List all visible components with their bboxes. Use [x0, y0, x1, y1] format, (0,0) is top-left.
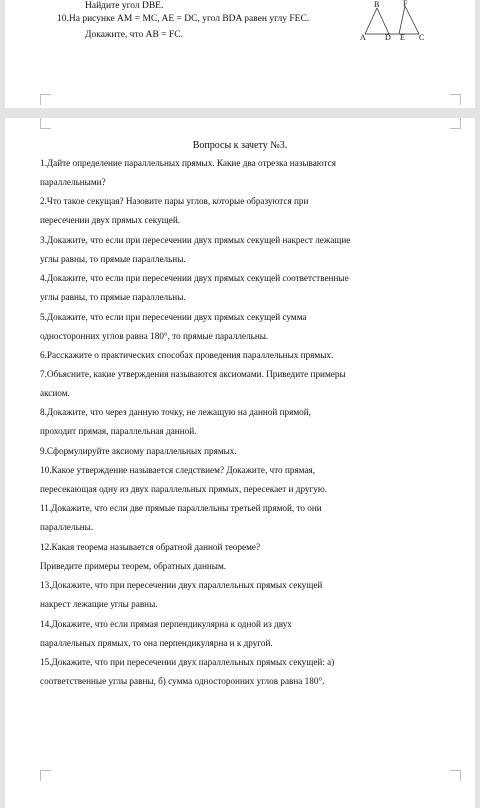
previous-page	[5, 0, 475, 108]
question-15-line-1: 15.Докажите, что при пересечении двух параллельных прямых секущей: а)	[40, 657, 335, 667]
task-10-text: 10.На рисунке AM = MC, AE = DC, угол BDA равен углу FEC.	[57, 14, 310, 24]
task-10-prove-text: Докажите, что AB = FC.	[85, 30, 183, 40]
question-1	[40, 157, 460, 188]
label-d: D	[385, 33, 391, 42]
segment-fc	[405, 6, 419, 34]
question-5	[40, 311, 460, 342]
question-2-line-2: пересечении двух прямых секущей.	[40, 215, 181, 225]
question-7-line-2: аксиом.	[40, 388, 70, 398]
question-11-line-1: 11.Докажите, что если две прямые параллельны третьей прямой, то они	[40, 503, 322, 513]
question-13-line-1: 13.Докажите, что при пересечении двух параллельных прямых секущей	[40, 580, 323, 590]
questions-page	[5, 118, 475, 808]
question-14	[40, 618, 460, 649]
crop-mark	[450, 770, 461, 781]
question-2-line-1: 2.Что такое секущая? Назовите пары углов, которые образуются при	[40, 196, 309, 206]
question-12-line-2: Приведите примеры теорем, обратных данным.	[40, 561, 227, 571]
label-b: B	[374, 0, 380, 9]
question-7-line-1: 7.Объясните, какие утверждения называются аксиомами. Приведите примеры	[40, 369, 346, 379]
question-4-line-2: углы равны, то прямые параллельны.	[40, 292, 186, 302]
question-7	[40, 368, 460, 399]
question-5-line-1: 5.Докажите, что если при пересечении двух прямых секущей сумма	[40, 312, 307, 322]
question-2	[40, 195, 460, 226]
question-10-line-2: пересекающая одну из двух параллельных прямых, пересекает и другую.	[40, 484, 328, 494]
question-10-line-1: 10.Какое утверждение называется следствием? Докажите, что прямая,	[40, 465, 316, 475]
crop-mark	[450, 118, 461, 129]
question-3-line-2: углы равны, то прямые параллельны.	[40, 254, 186, 264]
question-12	[40, 541, 460, 572]
question-3	[40, 234, 460, 265]
triangle-figure	[355, 0, 430, 42]
question-8-line-1: 8.Докажите, что через данную точку, не лежащую на данной прямой,	[40, 407, 311, 417]
question-14-line-2: параллельных прямых, то она перпендикулярна и к другой.	[40, 638, 273, 648]
question-13	[40, 579, 460, 610]
question-5-line-2: односторонних углов равна 180°, то прямые параллельны.	[40, 331, 269, 341]
label-f: F	[403, 0, 408, 8]
question-10	[40, 464, 460, 495]
question-8	[40, 406, 460, 437]
question-14-line-1: 14.Докажите, что если прямая перпендикулярна к одной из двух	[40, 619, 292, 629]
question-1-line-1: 1.Дайте определение параллельных прямых. Какие два отрезка называются	[40, 158, 336, 168]
label-c: C	[419, 33, 425, 42]
question-13-line-2: накрест лежащие углы равны.	[40, 599, 158, 609]
page-title: Вопросы к зачету №3.	[192, 140, 288, 151]
question-4-line-1: 4.Докажите, что если при пересечении двух прямых секущей соответственные	[40, 273, 349, 283]
task-find-angle-text: Найдите угол DBE.	[85, 1, 164, 11]
question-8-line-2: проходит прямая, параллельная данной.	[40, 426, 197, 436]
crop-mark	[450, 94, 461, 105]
segment-fe	[399, 6, 405, 34]
question-3-line-1: 3.Докажите, что если при пересечении двух прямых секущей накрест лежащие	[40, 235, 351, 245]
question-4	[40, 272, 460, 303]
question-11	[40, 502, 460, 533]
question-11-line-2: параллельны.	[40, 522, 94, 532]
question-15	[40, 656, 460, 687]
question-12-line-1: 12.Какая теорема называется обратной данной теореме?	[40, 542, 261, 552]
crop-mark	[40, 770, 51, 781]
question-9-line-1: 9.Сформулируйте аксиому параллельных прямых.	[40, 446, 237, 456]
question-9	[40, 445, 460, 457]
segment-bd	[377, 8, 389, 34]
crop-mark	[40, 94, 51, 105]
label-e: E	[400, 33, 405, 42]
label-a: A	[360, 33, 366, 42]
question-6	[40, 349, 460, 361]
segment-ba	[365, 8, 377, 34]
crop-mark	[40, 118, 51, 129]
question-1-line-2: параллельными?	[40, 177, 106, 187]
question-15-line-2: соответственные углы равны, б) сумма односторонних углов равна 180°.	[40, 676, 325, 686]
question-6-line-1: 6.Расскажите о практических способах проведения параллельных прямых.	[40, 350, 334, 360]
